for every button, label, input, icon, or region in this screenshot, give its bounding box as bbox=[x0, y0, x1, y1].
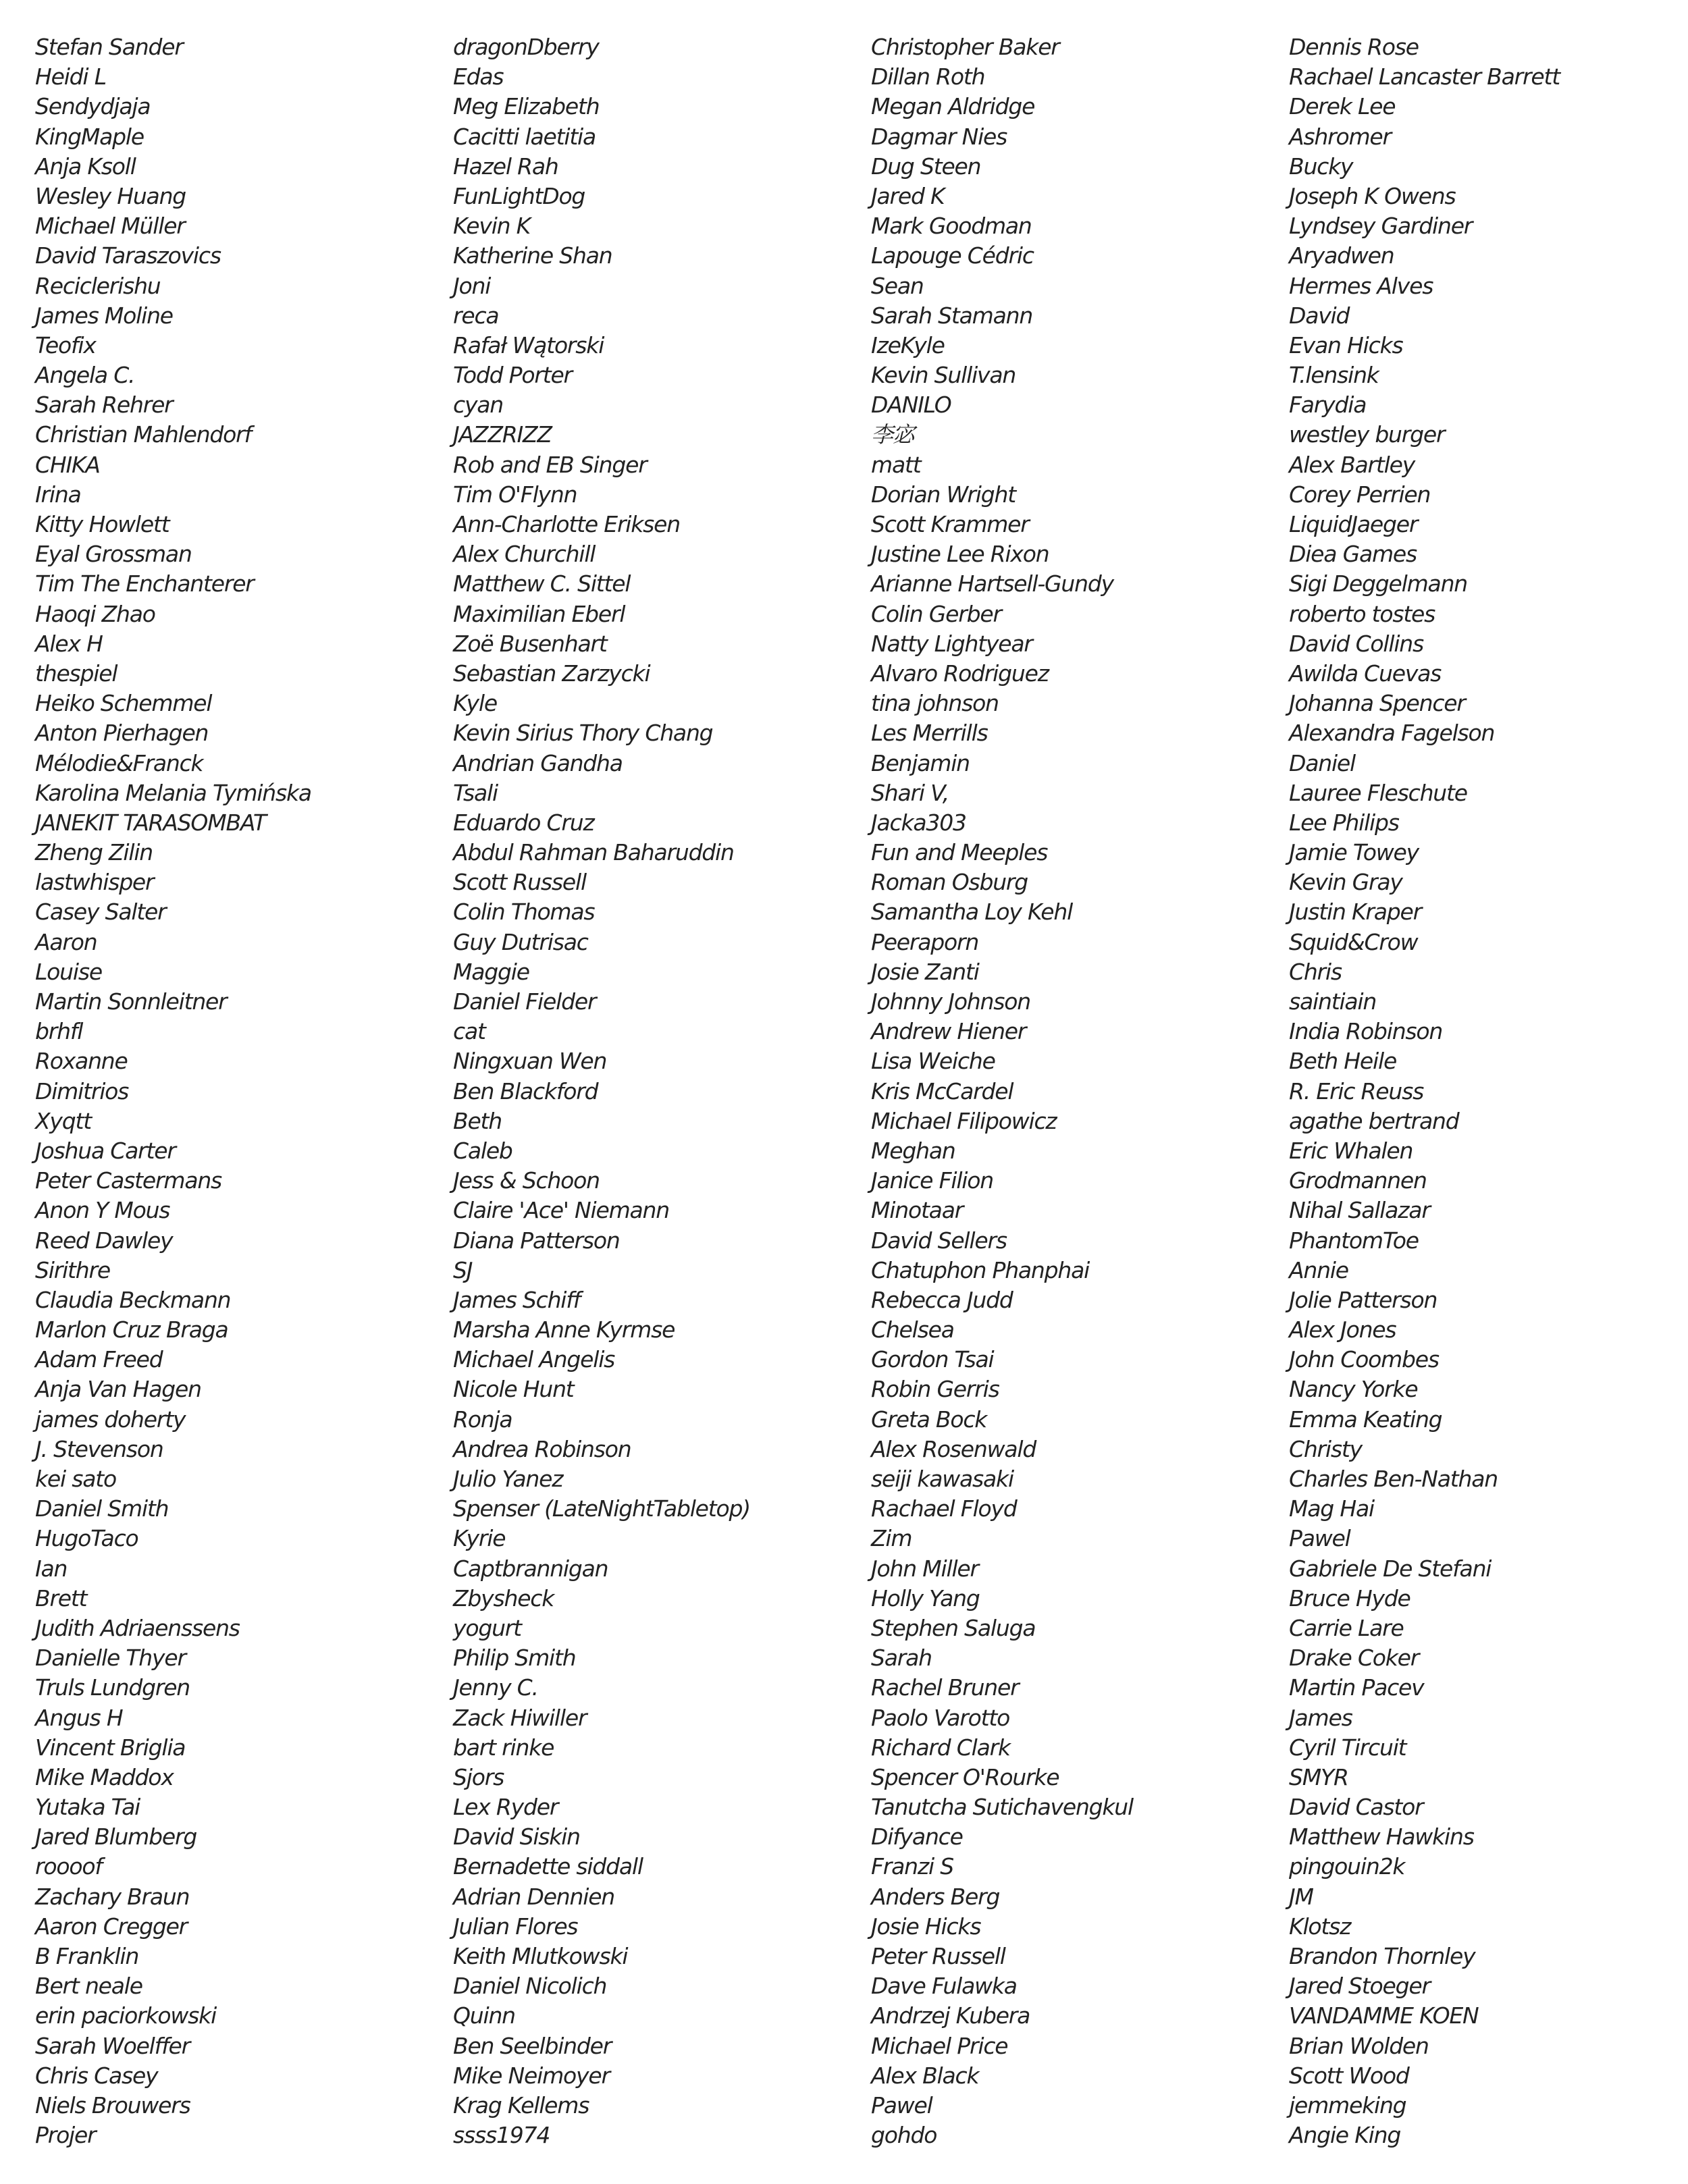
backer-name: Cyril Tircuit bbox=[1289, 1734, 1406, 1761]
backer-name: Bruce Hyde bbox=[1289, 1584, 1410, 1612]
backer-name: James Moline bbox=[35, 302, 173, 329]
backer-name: Cacitti laetitia bbox=[453, 123, 596, 150]
names-column-3 bbox=[871, 32, 1133, 2150]
backer-name: Spenser (LateNightTabletop) bbox=[453, 1495, 750, 1522]
backer-name: Richard Clark bbox=[871, 1734, 1010, 1761]
backer-name: B Franklin bbox=[35, 1943, 139, 1969]
backer-name: Chelsea bbox=[871, 1316, 954, 1343]
backer-name: Alvaro Rodriguez bbox=[871, 660, 1049, 687]
backer-name: saintiain bbox=[1289, 988, 1377, 1015]
backer-name: Reed Dawley bbox=[35, 1227, 173, 1254]
backer-name: Drake Coker bbox=[1289, 1645, 1419, 1672]
backer-name: erin paciorkowski bbox=[35, 2002, 217, 2029]
backer-name: Diana Patterson bbox=[453, 1227, 620, 1254]
backer-name: Maximilian Eberl bbox=[453, 600, 625, 627]
backer-name: Greta Bock bbox=[871, 1406, 987, 1433]
backer-name: Chris Casey bbox=[35, 2062, 158, 2089]
backer-name: Stefan Sander bbox=[35, 34, 183, 60]
backer-name: Kevin Gray bbox=[1289, 869, 1402, 896]
backer-name: Scott Krammer bbox=[871, 511, 1029, 537]
backer-name: Beth Heile bbox=[1289, 1048, 1397, 1075]
backer-name: Ningxuan Wen bbox=[453, 1048, 607, 1075]
backer-name: Justine Lee Rixon bbox=[871, 541, 1049, 568]
backer-name: Robin Gerris bbox=[871, 1376, 999, 1403]
backer-name: John Coombes bbox=[1289, 1346, 1439, 1373]
backer-name: KingMaple bbox=[35, 123, 144, 150]
backer-name: Corey Perrien bbox=[1289, 481, 1431, 508]
backer-name: Niels Brouwers bbox=[35, 2092, 190, 2119]
backer-name: Dennis Rose bbox=[1289, 34, 1419, 60]
backer-name: Annie bbox=[1289, 1256, 1348, 1283]
backer-name: Franzi S bbox=[871, 1853, 954, 1880]
backer-name: Anja Van Hagen bbox=[35, 1376, 201, 1403]
backer-name: Johanna Spencer bbox=[1289, 690, 1465, 717]
backer-name: Alex Bartley bbox=[1289, 451, 1415, 478]
backer-name: Nicole Hunt bbox=[453, 1376, 574, 1403]
backer-name: Brian Wolden bbox=[1289, 2032, 1429, 2059]
backer-name: Samantha Loy Kehl bbox=[871, 899, 1073, 926]
backer-name: Sarah bbox=[871, 1645, 932, 1672]
backer-name: Charles Ben-Nathan bbox=[1289, 1466, 1498, 1492]
backer-name: Carrie Lare bbox=[1289, 1614, 1404, 1641]
backer-name: Mélodie&Franck bbox=[35, 749, 203, 776]
backer-name: roooof bbox=[35, 1853, 102, 1880]
backer-name: Julio Yanez bbox=[453, 1466, 563, 1492]
backer-name: Josie Zanti bbox=[871, 958, 979, 985]
backer-name: Eyal Grossman bbox=[35, 541, 192, 568]
backer-name: Zheng Zilin bbox=[35, 839, 153, 866]
backer-name: Lauree Fleschute bbox=[1289, 779, 1467, 806]
backer-name: Marsha Anne Kyrmse bbox=[453, 1316, 675, 1343]
backer-name: Lisa Weiche bbox=[871, 1048, 995, 1075]
backer-name: Pawel bbox=[871, 2092, 932, 2119]
backer-name: Dorian Wright bbox=[871, 481, 1016, 508]
backer-name: james doherty bbox=[35, 1406, 186, 1433]
backer-name: Heiko Schemmel bbox=[35, 690, 212, 717]
backer-name: Bert neale bbox=[35, 1973, 142, 2000]
backer-name: Emma Keating bbox=[1289, 1406, 1442, 1433]
backer-name: Beth bbox=[453, 1107, 502, 1134]
backer-name: Kevin Sirius Thory Chang bbox=[453, 720, 713, 747]
backer-name: Bernadette siddall bbox=[453, 1853, 643, 1880]
backer-name: Aaron Cregger bbox=[35, 1913, 188, 1940]
backer-name: Katherine Shan bbox=[453, 242, 612, 269]
backer-name: HugoTaco bbox=[35, 1525, 138, 1552]
backer-name: agathe bertrand bbox=[1289, 1107, 1459, 1134]
backer-name: Sarah Woelffer bbox=[35, 2032, 190, 2059]
backer-name: Squid&Crow bbox=[1289, 928, 1418, 955]
backer-name: Nancy Yorke bbox=[1289, 1376, 1418, 1403]
backer-name: Mike Maddox bbox=[35, 1763, 174, 1790]
backer-name: Minotaar bbox=[871, 1197, 964, 1224]
backer-name: tina johnson bbox=[871, 690, 999, 717]
backer-name: Josie Hicks bbox=[871, 1913, 981, 1940]
backer-name: Joseph K Owens bbox=[1289, 182, 1456, 209]
backer-name: thespiel bbox=[35, 660, 117, 687]
backer-name: reca bbox=[453, 302, 499, 329]
backer-name: Mag Hai bbox=[1289, 1495, 1374, 1522]
backer-name: Hermes Alves bbox=[1289, 272, 1433, 299]
backer-name: Lyndsey Gardiner bbox=[1289, 213, 1473, 240]
backer-name: cat bbox=[453, 1018, 485, 1045]
backer-name: Shari V, bbox=[871, 779, 949, 806]
backer-name: roberto tostes bbox=[1289, 600, 1435, 627]
backer-name: Jenny C. bbox=[453, 1674, 538, 1701]
backer-name: Guy Dutrisac bbox=[453, 928, 588, 955]
backer-name: Zbysheck bbox=[453, 1584, 554, 1612]
backer-name: Scott Wood bbox=[1289, 2062, 1409, 2089]
backer-name: Kevin Sullivan bbox=[871, 362, 1016, 389]
backer-name: Zim bbox=[871, 1525, 912, 1552]
backer-name: Alex Jones bbox=[1289, 1316, 1396, 1343]
backer-name: LiquidJaeger bbox=[1289, 511, 1418, 537]
backer-name: Colin Thomas bbox=[453, 899, 595, 926]
backer-name: Karolina Melania Tymińska bbox=[35, 779, 311, 806]
backer-name: Pawel bbox=[1289, 1525, 1350, 1552]
backer-name: seiji kawasaki bbox=[871, 1466, 1013, 1492]
backer-name: Rachel Bruner bbox=[871, 1674, 1019, 1701]
backer-name: Rafał Wątorski bbox=[453, 331, 604, 358]
backer-name: Adrian Dennien bbox=[453, 1883, 615, 1910]
backer-name: Daniel Fielder bbox=[453, 988, 596, 1015]
backer-name: Gabriele De Stefani bbox=[1289, 1555, 1492, 1582]
backer-name: Zoë Busenhart bbox=[453, 630, 607, 657]
backer-name: Natty Lightyear bbox=[871, 630, 1032, 657]
backer-name: Spencer O'Rourke bbox=[871, 1763, 1059, 1790]
backer-name: Anders Berg bbox=[871, 1883, 1000, 1910]
backer-name: Dillan Roth bbox=[871, 63, 985, 90]
backer-name: Johnny Johnson bbox=[871, 988, 1030, 1015]
backer-name: Claire 'Ace' Niemann bbox=[453, 1197, 669, 1224]
backer-name: Casey Salter bbox=[35, 899, 166, 926]
backer-name: Alex Rosenwald bbox=[871, 1435, 1036, 1462]
backer-name: Angus H bbox=[35, 1704, 123, 1731]
names-column-4 bbox=[1289, 32, 1560, 2150]
backer-name: Anton Pierhagen bbox=[35, 720, 209, 747]
backer-name: matt bbox=[871, 451, 921, 478]
backer-name: JAZZRIZZ bbox=[453, 421, 552, 448]
backer-name: Tim O'Flynn bbox=[453, 481, 577, 508]
backer-name: Alex Churchill bbox=[453, 541, 596, 568]
backer-name: Matthew C. Sittel bbox=[453, 570, 631, 597]
backer-name: Derek Lee bbox=[1289, 93, 1396, 120]
backer-name: Anon Y Mous bbox=[35, 1197, 170, 1224]
backer-name: Kevin K bbox=[453, 213, 531, 240]
backer-name: Michael Price bbox=[871, 2032, 1008, 2059]
backer-name: Michael Angelis bbox=[453, 1346, 615, 1373]
backer-name: Alex H bbox=[35, 630, 103, 657]
backer-name: jemmeking bbox=[1289, 2092, 1406, 2119]
backer-name: Awilda Cuevas bbox=[1289, 660, 1442, 687]
backer-name: Dave Fulawka bbox=[871, 1973, 1017, 2000]
backer-name: Rebecca Judd bbox=[871, 1286, 1013, 1313]
backer-name: David Sellers bbox=[871, 1227, 1007, 1254]
backer-name: Ann-Charlotte Eriksen bbox=[453, 511, 680, 537]
backer-name: Andrian Gandha bbox=[453, 749, 623, 776]
backer-name: Christian Mahlendorf bbox=[35, 421, 251, 448]
backer-name: Scott Russell bbox=[453, 869, 586, 896]
backer-name: Reciclerishu bbox=[35, 272, 161, 299]
backer-name: Claudia Beckmann bbox=[35, 1286, 231, 1313]
backer-name: Peeraporn bbox=[871, 928, 979, 955]
backer-name: Bucky bbox=[1289, 153, 1353, 180]
backer-name: Christopher Baker bbox=[871, 34, 1059, 60]
backer-name: Grodmannen bbox=[1289, 1167, 1427, 1194]
backer-name: Lee Philips bbox=[1289, 809, 1399, 836]
backer-name: Kyrie bbox=[453, 1525, 506, 1552]
backer-name: David Siskin bbox=[453, 1823, 580, 1850]
backer-name: Teofix bbox=[35, 331, 96, 358]
backer-name: Joshua Carter bbox=[35, 1137, 176, 1164]
backer-name: Matthew Hawkins bbox=[1289, 1823, 1474, 1850]
backer-name: Daniel bbox=[1289, 749, 1355, 776]
backer-name: Megan Aldridge bbox=[871, 93, 1035, 120]
backer-name: VANDAMME KOEN bbox=[1289, 2002, 1479, 2029]
names-column-1 bbox=[35, 32, 311, 2150]
backer-name: Michael Müller bbox=[35, 213, 185, 240]
backer-name: JANEKIT TARASOMBAT bbox=[35, 809, 266, 836]
backer-name: Sean bbox=[871, 272, 924, 299]
backer-name: IzeKyle bbox=[871, 331, 945, 358]
backer-name: Mark Goodman bbox=[871, 213, 1032, 240]
backer-name: Sigi Deggelmann bbox=[1289, 570, 1467, 597]
backer-name: DANILO bbox=[871, 392, 951, 419]
backer-name: T.lensink bbox=[1289, 362, 1379, 389]
backer-name: Nihal Sallazar bbox=[1289, 1197, 1430, 1224]
backer-name: Zachary Braun bbox=[35, 1883, 190, 1910]
backer-name: cyan bbox=[453, 392, 504, 419]
backer-name: Benjamin bbox=[871, 749, 970, 776]
backer-name: westley burger bbox=[1289, 421, 1445, 448]
backer-name: Michael Filipowicz bbox=[871, 1107, 1057, 1134]
backer-name: Danielle Thyer bbox=[35, 1645, 186, 1672]
backer-name: Edas bbox=[453, 63, 504, 90]
backer-name: Jolie Patterson bbox=[1289, 1286, 1438, 1313]
backer-name: Fun and Meeples bbox=[871, 839, 1048, 866]
backer-name: Diea Games bbox=[1289, 541, 1417, 568]
backer-name: Keith Mlutkowski bbox=[453, 1943, 628, 1969]
backer-name: Meg Elizabeth bbox=[453, 93, 600, 120]
backer-name: Sendydjaja bbox=[35, 93, 151, 120]
backer-name: Klotsz bbox=[1289, 1913, 1351, 1940]
backer-name: Louise bbox=[35, 958, 102, 985]
backer-name: Peter Castermans bbox=[35, 1167, 222, 1194]
backer-name: Dimitrios bbox=[35, 1077, 129, 1104]
backer-name: Ronja bbox=[453, 1406, 512, 1433]
backer-name: Sarah Stamann bbox=[871, 302, 1033, 329]
backer-name: dragonDberry bbox=[453, 34, 599, 60]
backer-name: Ben Blackford bbox=[453, 1077, 598, 1104]
backer-name: Aaron bbox=[35, 928, 97, 955]
backer-name: Todd Porter bbox=[453, 362, 572, 389]
backer-name: Roman Osburg bbox=[871, 869, 1028, 896]
backer-name: Dagmar Nies bbox=[871, 123, 1007, 150]
backer-name: yogurt bbox=[453, 1614, 521, 1641]
backer-name: Yutaka Tai bbox=[35, 1794, 140, 1821]
backer-name: Haoqi Zhao bbox=[35, 600, 155, 627]
backer-name: Rob and EB Singer bbox=[453, 451, 647, 478]
backer-name: Evan Hicks bbox=[1289, 331, 1403, 358]
backer-name: Eduardo Cruz bbox=[453, 809, 594, 836]
backer-name: Tsali bbox=[453, 779, 498, 806]
backer-name: Aryadwen bbox=[1289, 242, 1394, 269]
backer-name: Sarah Rehrer bbox=[35, 392, 173, 419]
backer-name: Mike Neimoyer bbox=[453, 2062, 610, 2089]
backer-name: Farydia bbox=[1289, 392, 1367, 419]
backer-name: Abdul Rahman Baharuddin bbox=[453, 839, 734, 866]
backer-name: Meghan bbox=[871, 1137, 955, 1164]
backer-name: India Robinson bbox=[1289, 1018, 1443, 1045]
backer-name: Captbrannigan bbox=[453, 1555, 608, 1582]
backer-name: Jared K bbox=[871, 182, 945, 209]
backer-name: Kris McCardel bbox=[871, 1077, 1013, 1104]
backer-name: Heidi L bbox=[35, 63, 106, 90]
backer-name: Sebastian Zarzycki bbox=[453, 660, 650, 687]
backer-name: Chris bbox=[1289, 958, 1342, 985]
names-column-2 bbox=[453, 32, 750, 2150]
backer-name: James bbox=[1289, 1704, 1352, 1731]
backer-name: James Schiff bbox=[453, 1286, 581, 1313]
backer-name: Ian bbox=[35, 1555, 68, 1582]
backer-name: Ben Seelbinder bbox=[453, 2032, 612, 2059]
backer-name: Eric Whalen bbox=[1289, 1137, 1413, 1164]
backer-name: Daniel Smith bbox=[35, 1495, 169, 1522]
backer-name: Holly Yang bbox=[871, 1584, 980, 1612]
backer-name: Chatuphon Phanphai bbox=[871, 1256, 1090, 1283]
backer-name: Paolo Varotto bbox=[871, 1704, 1010, 1731]
backer-name: Joni bbox=[453, 272, 491, 299]
backer-name: FunLightDog bbox=[453, 182, 585, 209]
backer-name: Andrzej Kubera bbox=[871, 2002, 1030, 2029]
backer-name: Wesley Huang bbox=[35, 182, 186, 209]
backer-name: David bbox=[1289, 302, 1350, 329]
backer-name: PhantomToe bbox=[1289, 1227, 1419, 1254]
backer-name: Andrea Robinson bbox=[453, 1435, 631, 1462]
backer-name: Gordon Tsai bbox=[871, 1346, 994, 1373]
backer-name: Quinn bbox=[453, 2002, 515, 2029]
backer-name: David Taraszovics bbox=[35, 242, 221, 269]
backer-name: SMYR bbox=[1289, 1763, 1348, 1790]
backer-name: Jacka303 bbox=[871, 809, 966, 836]
backer-name: Irina bbox=[35, 481, 81, 508]
backer-name: Xyqtt bbox=[35, 1107, 91, 1134]
backer-name: Tim The Enchanterer bbox=[35, 570, 254, 597]
backer-name: Lapouge Cédric bbox=[871, 242, 1034, 269]
backer-name: Roxanne bbox=[35, 1048, 128, 1075]
backer-name: Hazel Rah bbox=[453, 153, 558, 180]
backer-name: David Collins bbox=[1289, 630, 1424, 657]
backer-name: kei sato bbox=[35, 1466, 117, 1492]
backer-name: Maggie bbox=[453, 958, 529, 985]
backer-name: Vincent Briglia bbox=[35, 1734, 186, 1761]
backer-name: Zack Hiwiller bbox=[453, 1704, 587, 1731]
backer-name: Brandon Thornley bbox=[1289, 1943, 1475, 1969]
backer-name: Alexandra Fagelson bbox=[1289, 720, 1495, 747]
backer-name: Les Merrills bbox=[871, 720, 988, 747]
backer-name: bart rinke bbox=[453, 1734, 554, 1761]
backer-name: Peter Russell bbox=[871, 1943, 1005, 1969]
backer-name: brhfl bbox=[35, 1018, 83, 1045]
backer-name: Caleb bbox=[453, 1137, 512, 1164]
backer-name: Judith Adriaenssens bbox=[35, 1614, 240, 1641]
backer-name: Stephen Saluga bbox=[871, 1614, 1036, 1641]
backer-name: Difyance bbox=[871, 1823, 963, 1850]
backer-name: Lex Ryder bbox=[453, 1794, 558, 1821]
backer-name: CHIKA bbox=[35, 451, 100, 478]
backer-name: Daniel Nicolich bbox=[453, 1973, 607, 2000]
backer-name: Adam Freed bbox=[35, 1346, 163, 1373]
backer-name: Kyle bbox=[453, 690, 497, 717]
backer-name: R. Eric Reuss bbox=[1289, 1077, 1424, 1104]
backer-name: ssss1974 bbox=[453, 2122, 550, 2149]
backer-name: Martin Pacev bbox=[1289, 1674, 1424, 1701]
backer-name: JM bbox=[1289, 1883, 1313, 1910]
backer-name: Sirithre bbox=[35, 1256, 110, 1283]
backer-name: Tanutcha Sutichavengkul bbox=[871, 1794, 1133, 1821]
backer-name: Kitty Howlett bbox=[35, 511, 169, 537]
backer-name: SJ bbox=[453, 1256, 473, 1283]
backer-name: Angie King bbox=[1289, 2122, 1401, 2149]
backer-name: Andrew Hiener bbox=[871, 1018, 1026, 1045]
backer-name: 李宓 bbox=[871, 421, 914, 448]
backer-name: Martin Sonnleitner bbox=[35, 988, 227, 1015]
backer-name: pingouin2k bbox=[1289, 1853, 1405, 1880]
backer-name: Philip Smith bbox=[453, 1645, 576, 1672]
backer-name: David Castor bbox=[1289, 1794, 1423, 1821]
backer-name: Marlon Cruz Braga bbox=[35, 1316, 228, 1343]
backer-name: Jared Stoeger bbox=[1289, 1973, 1430, 2000]
backer-name: Dug Steen bbox=[871, 153, 981, 180]
backer-name: Ashromer bbox=[1289, 123, 1391, 150]
backer-name: Anja Ksoll bbox=[35, 153, 136, 180]
backer-name: Christy bbox=[1289, 1435, 1362, 1462]
backer-name: Rachael Floyd bbox=[871, 1495, 1017, 1522]
backer-name: Sjors bbox=[453, 1763, 504, 1790]
backer-name: gohdo bbox=[871, 2122, 937, 2149]
backer-name: Rachael Lancaster Barrett bbox=[1289, 63, 1560, 90]
backer-name: Julian Flores bbox=[453, 1913, 578, 1940]
backer-name: Brett bbox=[35, 1584, 87, 1612]
backer-name: Arianne Hartsell-Gundy bbox=[871, 570, 1113, 597]
backer-name: Krag Kellems bbox=[453, 2092, 589, 2119]
backer-name: lastwhisper bbox=[35, 869, 154, 896]
backer-name: Angela C. bbox=[35, 362, 135, 389]
backer-name: Jared Blumberg bbox=[35, 1823, 197, 1850]
backer-name: Jamie Towey bbox=[1289, 839, 1419, 866]
backer-name: J. Stevenson bbox=[35, 1435, 163, 1462]
backer-name: Truls Lundgren bbox=[35, 1674, 190, 1701]
backer-name: Jess & Schoon bbox=[453, 1167, 600, 1194]
backer-name: Projer bbox=[35, 2122, 96, 2149]
backer-name: Alex Black bbox=[871, 2062, 979, 2089]
backer-name: John Miller bbox=[871, 1555, 978, 1582]
backer-name: Colin Gerber bbox=[871, 600, 1001, 627]
backer-name: Janice Filion bbox=[871, 1167, 993, 1194]
backer-name: Justin Kraper bbox=[1289, 899, 1421, 926]
